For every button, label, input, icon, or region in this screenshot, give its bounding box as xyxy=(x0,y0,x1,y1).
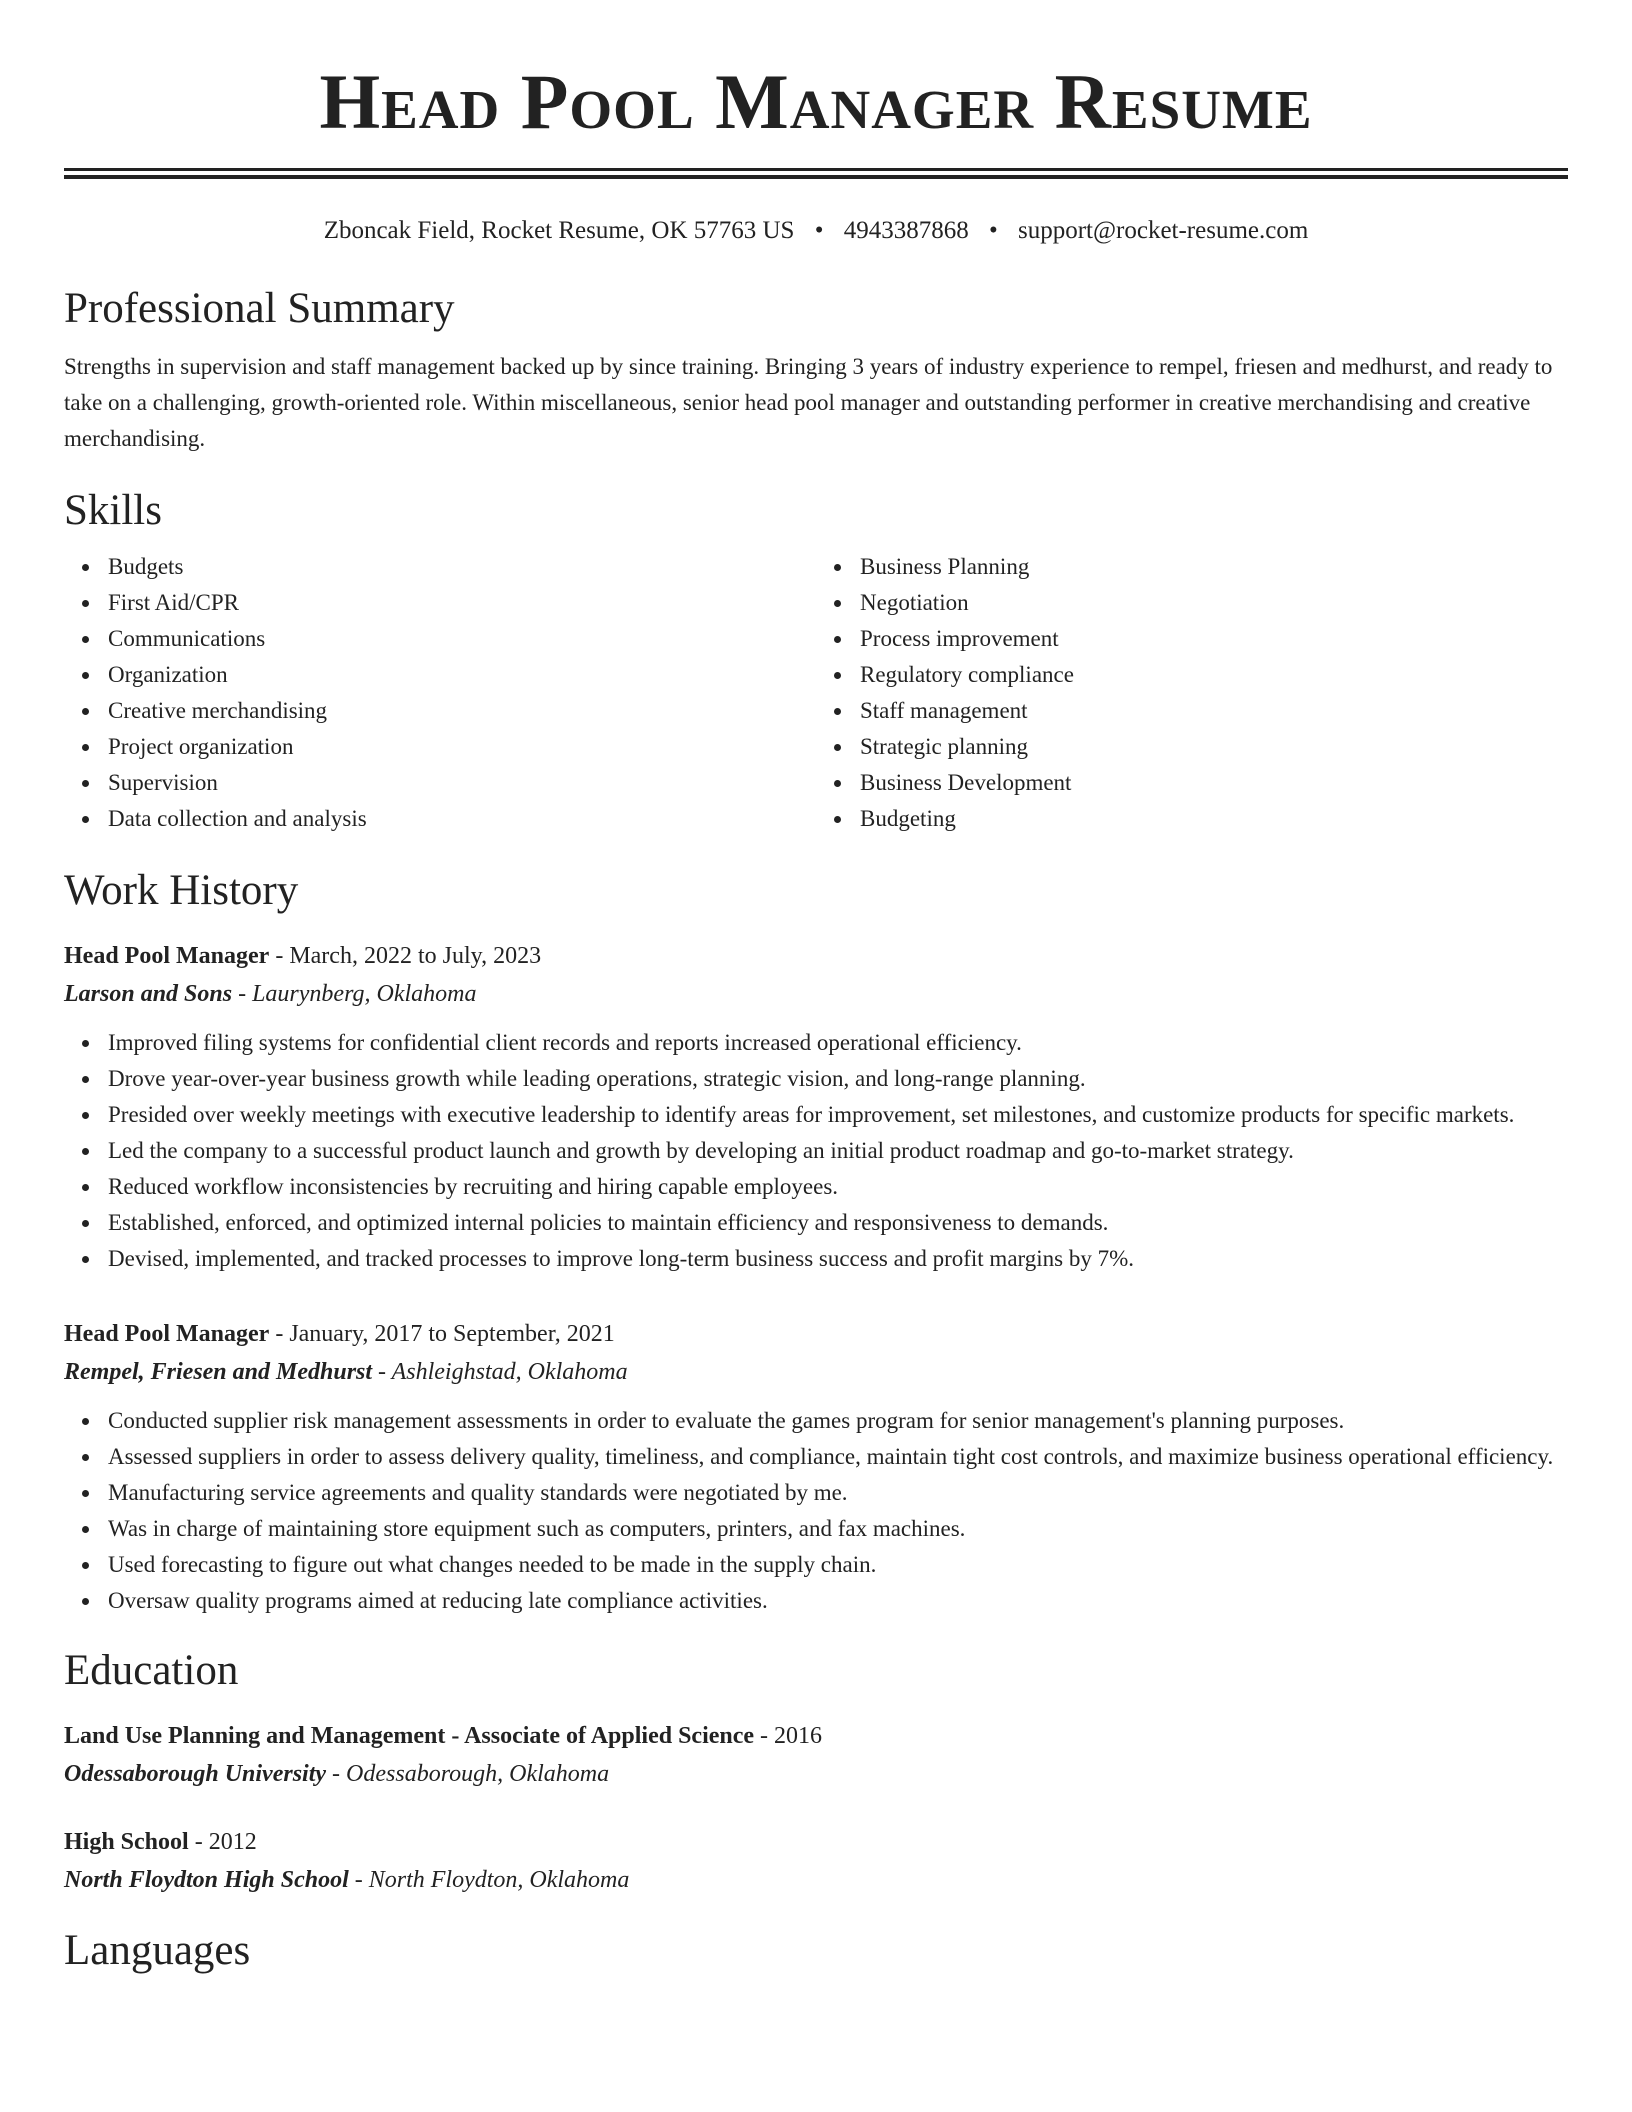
job-duty: Devised, implemented, and tracked processes to improve long-term business success and profit margins by 7%. xyxy=(108,1241,1568,1277)
resume-page xyxy=(64,0,1568,1977)
resume-title: Head Pool Manager Resume xyxy=(319,58,1313,145)
job-title-line: Head Pool Manager - March, 2022 to July, 2023 xyxy=(64,943,542,969)
job-duty: Drove year-over-year business growth while leading operations, strategic vision, and long-range planning. xyxy=(108,1061,1568,1097)
skill-item: Process improvement xyxy=(860,621,1568,657)
contact-phone: 4943387868 xyxy=(843,217,969,244)
title-divider xyxy=(64,168,1568,179)
job-duty: Established, enforced, and optimized internal policies to maintain efficiency and responsiveness to demands. xyxy=(108,1205,1568,1241)
education-heading: Education xyxy=(64,1647,239,1694)
languages-heading: Languages xyxy=(64,1927,251,1974)
job-duty: Reduced workflow inconsistencies by recruiting and hiring capable employees. xyxy=(108,1169,1568,1205)
skill-item: Strategic planning xyxy=(860,729,1568,765)
job-duty: Conducted supplier risk management assessments in order to evaluate the games program for senior management's planning purposes. xyxy=(108,1403,1568,1439)
skills-grid xyxy=(64,549,1568,837)
contact-separator: • xyxy=(814,217,824,244)
job-duty: Improved filing systems for confidential client records and reports increased operational efficiency. xyxy=(108,1025,1568,1061)
employer-line: Rempel, Friesen and Medhurst - Ashleighstad, Oklahoma xyxy=(64,1359,628,1385)
skill-item: Creative merchandising xyxy=(108,693,816,729)
degree-name: Land Use Planning and Management - Associate of Applied Science xyxy=(64,1723,755,1749)
contact-address: Zboncak Field, Rocket Resume, OK 57763 US xyxy=(323,217,795,244)
job-duty: Assessed suppliers in order to assess delivery quality, timeliness, and compliance, maintain tight cost controls, and maximize business operational efficiency. xyxy=(108,1439,1568,1475)
job-duty: Manufacturing service agreements and quality standards were negotiated by me. xyxy=(108,1475,1568,1511)
work-history-heading: Work History xyxy=(64,867,299,914)
skill-item: Organization xyxy=(108,657,816,693)
skills-column-right xyxy=(816,549,1568,837)
skill-item: First Aid/CPR xyxy=(108,585,816,621)
job-dates: January, 2017 to September, 2021 xyxy=(289,1321,615,1347)
job-dates: March, 2022 to July, 2023 xyxy=(289,943,542,969)
contact-separator: • xyxy=(988,217,998,244)
job-duties-list xyxy=(64,1403,1568,1619)
job-duty: Oversaw quality programs aimed at reducing late compliance activities. xyxy=(108,1583,1568,1619)
employer-line: Larson and Sons - Laurynberg, Oklahoma xyxy=(64,981,477,1007)
job-entry xyxy=(64,937,1568,1277)
school-name: Odessaborough University xyxy=(64,1761,327,1787)
school-line: North Floydton High School - North Floydton, Oklahoma xyxy=(64,1867,630,1893)
skill-item: Negotiation xyxy=(860,585,1568,621)
education-entry xyxy=(64,1717,1568,1793)
employer-location: Ashleighstad, Oklahoma xyxy=(391,1359,628,1385)
skill-item: Budgets xyxy=(108,549,816,585)
school-location: North Floydton, Oklahoma xyxy=(368,1867,630,1893)
graduation-year: 2012 xyxy=(208,1829,257,1855)
employer-location: Laurynberg, Oklahoma xyxy=(252,981,477,1007)
employer-name: Larson and Sons xyxy=(64,981,233,1007)
skills-column-left xyxy=(64,549,816,837)
job-duties-list xyxy=(64,1025,1568,1277)
skill-item: Project organization xyxy=(108,729,816,765)
job-duty: Used forecasting to figure out what changes needed to be made in the supply chain. xyxy=(108,1547,1568,1583)
summary-text: Strengths in supervision and staff management backed up by since training. Bringing 3 years of industry experience to rempel, friesen and medhurst, and ready to take on a challenging, growth-oriented role. Within miscellaneous, senior head pool manager and outstanding performer in creative merchandising and creative merchandising. xyxy=(64,354,1553,451)
skill-item: Regulatory compliance xyxy=(860,657,1568,693)
degree-name: High School xyxy=(64,1829,189,1855)
degree-line: Land Use Planning and Management - Associate of Applied Science - 2016 xyxy=(64,1723,823,1749)
skill-item: Communications xyxy=(108,621,816,657)
contact-line xyxy=(64,215,1568,247)
school-name: North Floydton High School xyxy=(64,1867,349,1893)
summary-heading: Professional Summary xyxy=(64,285,455,332)
skill-item: Supervision xyxy=(108,765,816,801)
job-entry xyxy=(64,1315,1568,1619)
job-title-line: Head Pool Manager - January, 2017 to September, 2021 xyxy=(64,1321,615,1347)
degree-line: High School - 2012 xyxy=(64,1829,257,1855)
school-line: Odessaborough University - Odessaborough, Oklahoma xyxy=(64,1761,610,1787)
skill-item: Business Development xyxy=(860,765,1568,801)
school-location: Odessaborough, Oklahoma xyxy=(346,1761,610,1787)
job-duty: Presided over weekly meetings with executive leadership to identify areas for improvement, set milestones, and customize products for specific markets. xyxy=(108,1097,1568,1133)
job-duty: Led the company to a successful product launch and growth by developing an initial product roadmap and go-to-market strategy. xyxy=(108,1133,1568,1169)
job-duty: Was in charge of maintaining store equipment such as computers, printers, and fax machines. xyxy=(108,1511,1568,1547)
skills-heading: Skills xyxy=(64,487,162,534)
job-title: Head Pool Manager xyxy=(64,943,270,969)
skill-item: Data collection and analysis xyxy=(108,801,816,837)
skill-item: Staff management xyxy=(860,693,1568,729)
job-title: Head Pool Manager xyxy=(64,1321,270,1347)
employer-name: Rempel, Friesen and Medhurst xyxy=(64,1359,373,1385)
graduation-year: 2016 xyxy=(774,1723,823,1749)
skill-item: Budgeting xyxy=(860,801,1568,837)
skill-item: Business Planning xyxy=(860,549,1568,585)
education-entry xyxy=(64,1823,1568,1899)
contact-email: support@rocket-resume.com xyxy=(1018,217,1309,244)
